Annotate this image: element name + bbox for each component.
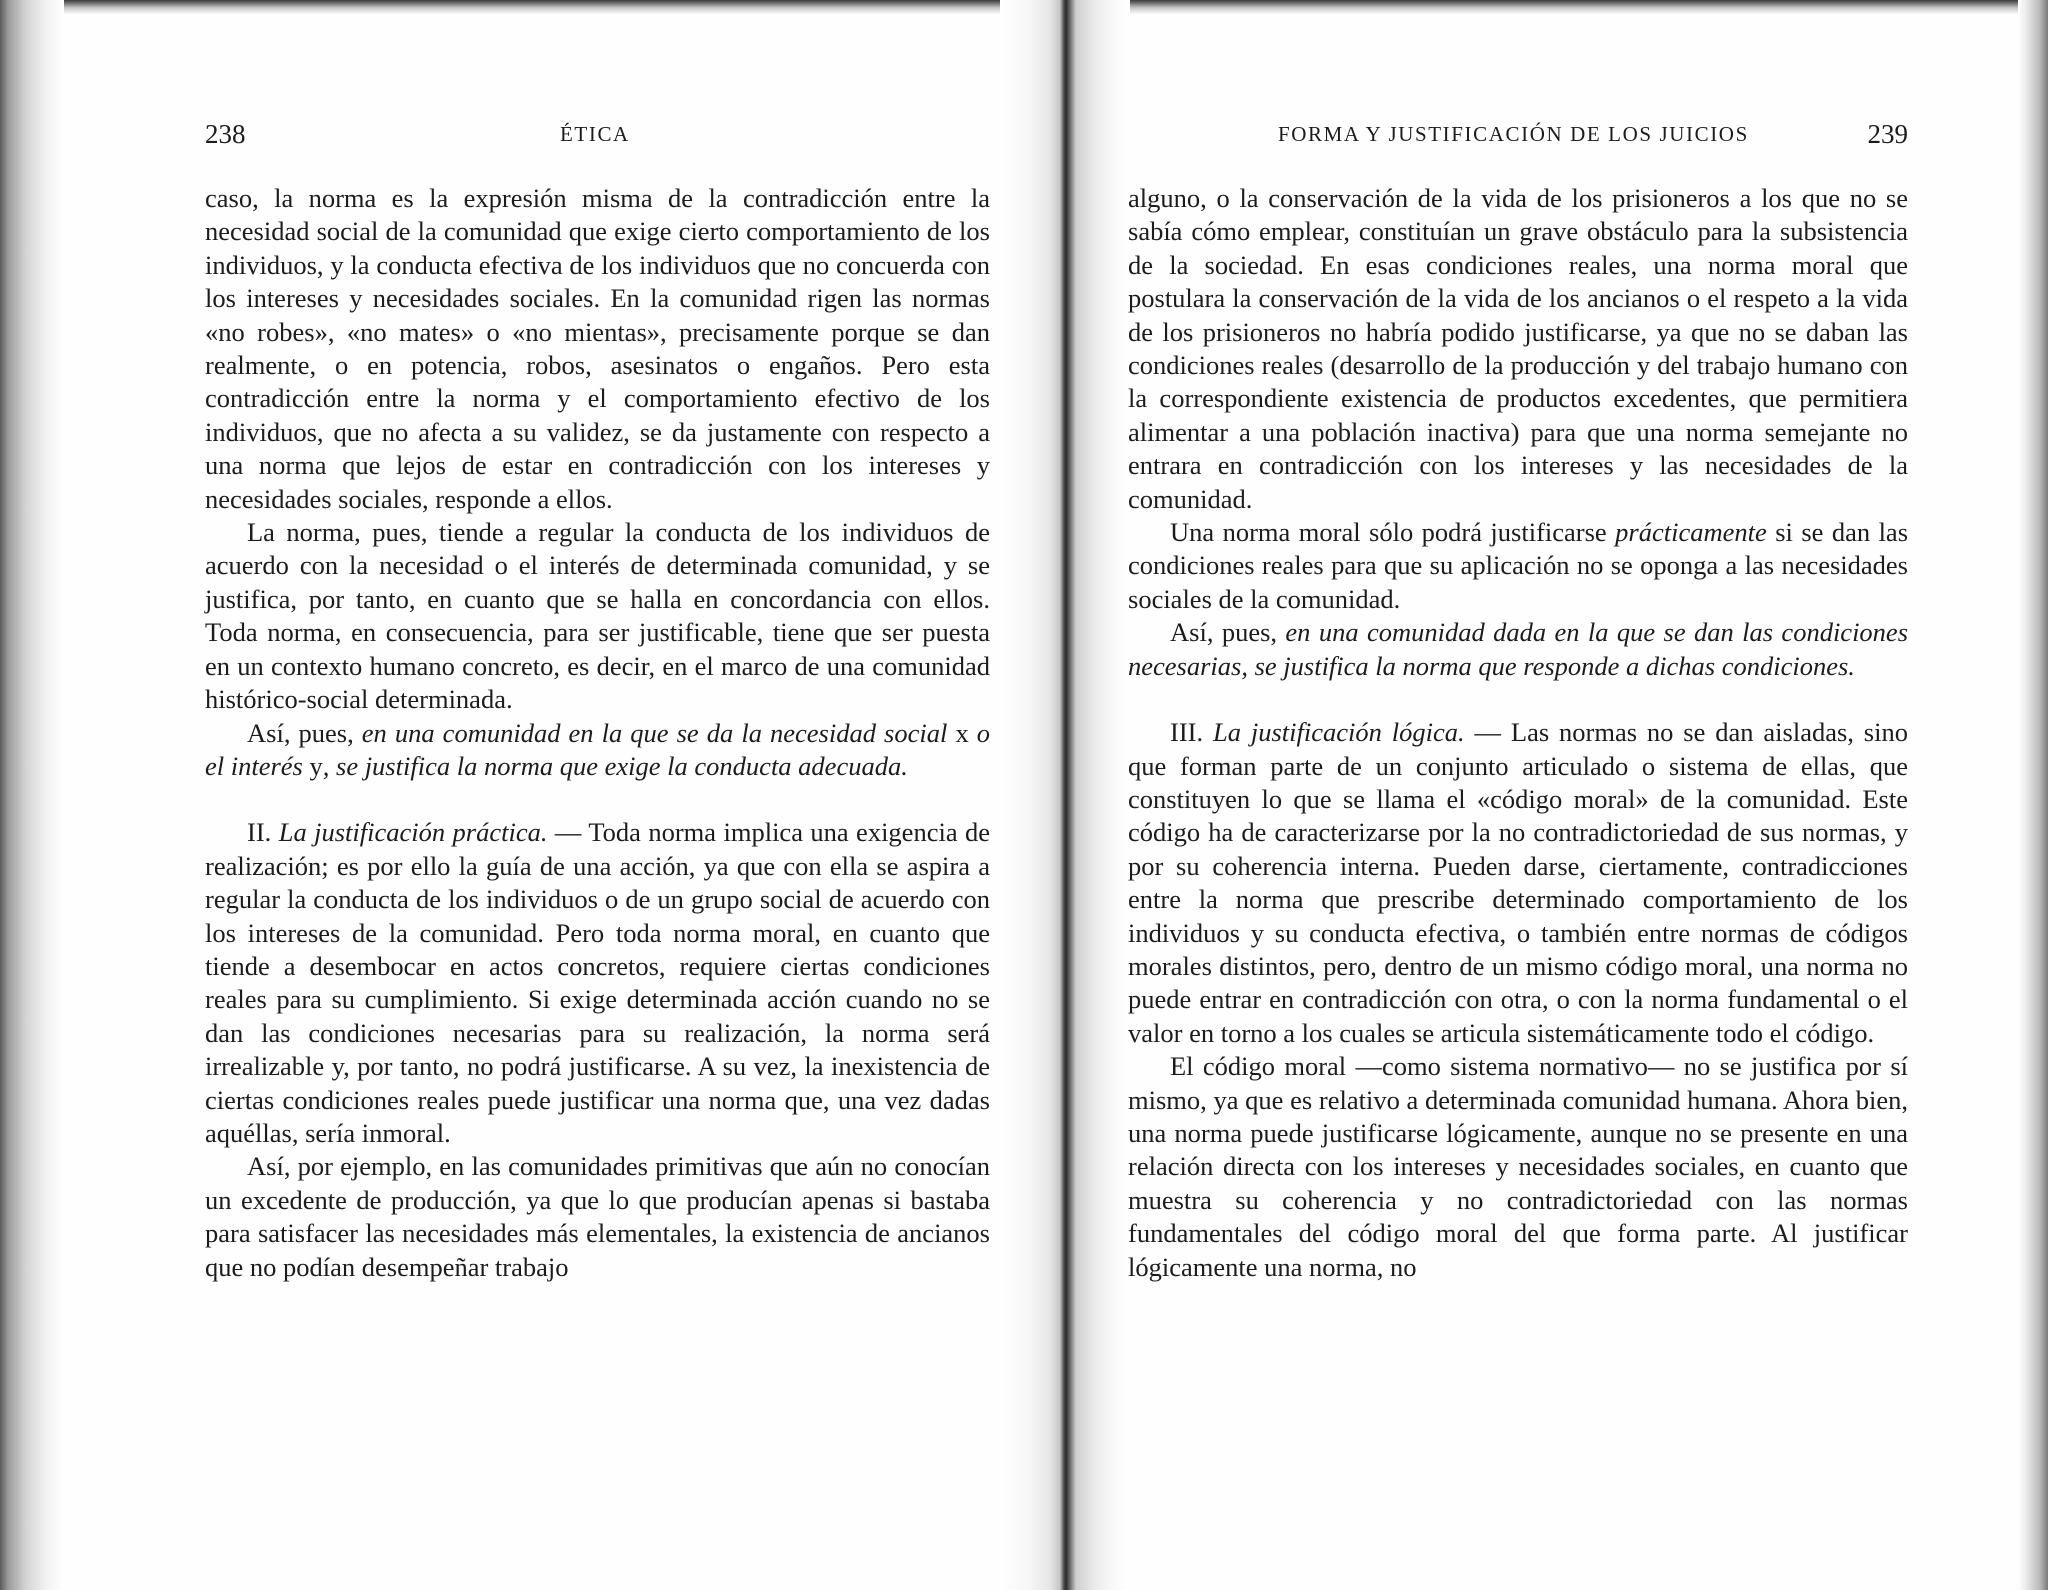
paragraph: [1128, 616, 1908, 683]
running-head-title: FORMA Y JUSTIFICACIÓN DE LOS JUICIOS: [1278, 122, 1749, 146]
right-page: [1128, 0, 1908, 1590]
paragraph: [1128, 182, 1908, 516]
italic-run: prácticamente: [1615, 517, 1767, 548]
italic-run: La justificación lógica.: [1212, 717, 1465, 748]
page-body-text: [1128, 182, 1908, 1284]
text-run: III.: [1170, 717, 1213, 748]
text-run: caso, la norma es la expresión misma de la contradicción entre la necesidad social de la comunidad que exige cierto comportamiento de los individuos, y la conducta efectiva de los individuos que no concuerda con los intereses y necesidades sociales. En la comunidad rigen las normas «no robes», «no mates» o «no mientas», precisamente porque se dan realmente, o en potencia, robos, asesinatos o engaños. Pero esta contradicción entre la norma y el comportamiento efectivo de los individuos, que no afecta a su validez, se da justamente con respecto a una norma que lejos de estar en contradicción con los intereses y necesidades sociales, responde a ellos.: [205, 183, 990, 514]
paragraph: [1128, 516, 1908, 616]
text-run: x: [955, 717, 969, 748]
scan-left-edge: [0, 0, 64, 1590]
text-run: Así, pues,: [1170, 617, 1286, 648]
text-run: — Toda norma implica una exigencia de realización; es por ello la guía de una acción, ya que con ella se aspira a regular la conducta de los individuos o de un grupo social de acuerdo con los intereses de la comunidad. Pero toda norma moral, en cuanto que tiende a desembocar en actos concretos, requiere ciertas condiciones reales para su cumplimiento. Si exige determinada acción cuando no se dan las condiciones necesarias para su realización, la norma será irrealizable y, por tanto, no podrá justificarse. A su vez, la inexistencia de ciertas condiciones reales puede justificar una norma que, una vez dadas aquéllas, sería inmoral.: [205, 817, 991, 1148]
paragraph: [1128, 1050, 1908, 1284]
text-run: y: [309, 750, 323, 781]
page-number: 239: [1867, 119, 1908, 149]
page-number: 238: [205, 119, 246, 149]
italic-run: La justificación práctica.: [278, 817, 548, 848]
section-paragraph: [1128, 716, 1908, 1050]
italic-run: o el interés: [205, 717, 991, 781]
book-gutter: [1000, 0, 1130, 1590]
text-run: II.: [247, 817, 279, 848]
italic-run: , se justifica la norma que exige la conducta adecuada.: [322, 750, 908, 781]
italic-run: en una comunidad en la que se da la necesidad social: [361, 717, 956, 748]
left-page: [205, 0, 990, 1590]
text-run: La norma, pues, tiende a regular la conducta de los individuos de acuerdo con la necesidad o el interés de determinada comunidad, y se justifica, por tanto, en cuanto que se halla en concordancia con ellos. Toda norma, en consecuencia, para ser justificable, tiene que ser puesta en un contexto humano concreto, es decir, en el marco de una comunidad histórico-social determinada.: [205, 517, 990, 715]
paragraph: [205, 182, 990, 516]
text-run: Así, por ejemplo, en las comunidades primitivas que aún no conocían un excedente de producción, ya que lo que producían apenas si bastaba para satisfacer las necesidades más elementales, la existencia de ancianos que no podían desempeñar trabajo: [205, 1151, 990, 1282]
text-run: Así, pues,: [247, 717, 362, 748]
text-run: si se dan las condiciones reales para que su aplicación no se oponga a las necesidades sociales de la comunidad.: [1128, 517, 1909, 614]
text-run: alguno, o la conservación de la vida de los prisioneros a los que no se sabía cómo emplear, constituían un grave obstáculo para la subsistencia de la sociedad. En esas condiciones reales, una norma moral que postulara la conservación de la vida de los ancianos o el respeto a la vida de los prisioneros no habría podido justificarse, ya que no se daban las condiciones reales (desarrollo de la producción y del trabajo humano con la correspondiente existencia de productos excedentes, que permitiera alimentar a una población inactiva) para que una norma semejante no entrara en contradicción con los intereses y las necesidades de la comunidad.: [1128, 183, 1908, 514]
paragraph: [205, 516, 990, 716]
page-body-text: [205, 182, 990, 1284]
text-run: — Las normas no se dan aisladas, sino que forman parte de un conjunto articulado o sistema de ellas, que constituyen lo que se llama el «código moral» de la comunidad. Este código ha de caracterizarse por la no contradictoriedad de sus normas, y por su coherencia interna. Pueden darse, ciertamente, contradicciones entre la norma que prescribe determinado comportamiento de los individuos y su conducta efectiva, o también entre normas de códigos morales distintos, pero, dentro de un mismo código moral, una norma no puede entrar en contradicción con otra, o con la norma fundamental o el valor en torno a los cuales se articula sistemáticamente todo el código.: [1128, 717, 1908, 1048]
text-run: El código moral —como sistema normativo— no se justifica por sí mismo, ya que es relativo a determinada comunidad humana. Ahora bien, una norma puede justificarse lógicamente, aunque no se presente en una relación directa con los intereses y necesidades sociales, en cuanto que muestra su coherencia y no contradictoriedad con las normas fundamentales del código moral del que forma parte. Al justificar lógicamente una norma, no: [1128, 1051, 1908, 1282]
paragraph: [205, 1150, 990, 1284]
paragraph: [205, 717, 990, 784]
text-run: Una norma moral sólo podrá justificarse: [1170, 517, 1616, 548]
running-head: [205, 116, 990, 152]
running-head: [1128, 116, 1908, 152]
running-head-title: ÉTICA: [560, 122, 630, 146]
italic-run: en una comunidad dada en la que se dan las condiciones necesarias, se justifica la norma que responde a dichas condiciones.: [1128, 617, 1909, 681]
section-paragraph: [205, 816, 990, 1150]
scan-right-edge: [2018, 0, 2048, 1590]
